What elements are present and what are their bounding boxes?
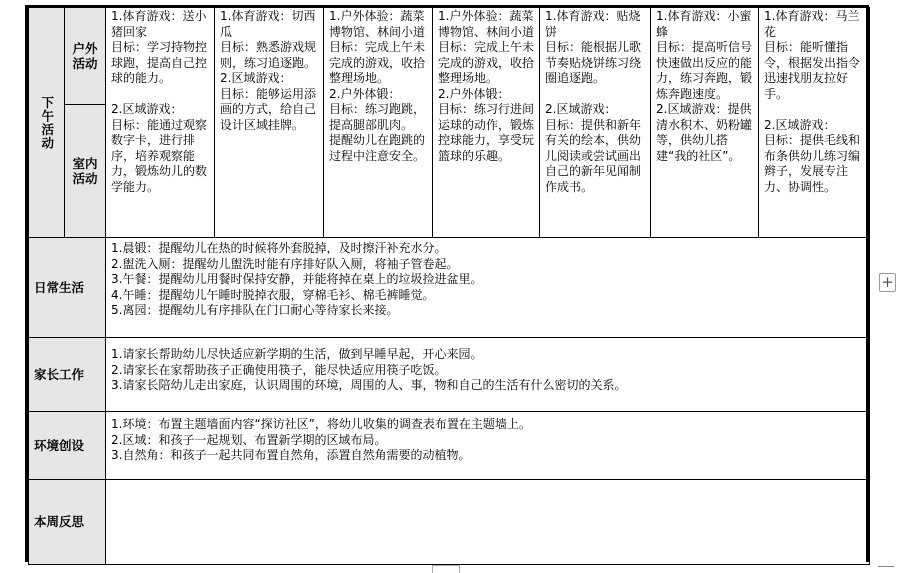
text-line: 2.区域游戏： xyxy=(764,117,836,132)
text-line: 目标：提供毛线和布条供幼儿练习编辫子，发展专注力、协调性。 xyxy=(764,133,861,194)
reflection-header xyxy=(29,480,106,565)
text-line: 5.离园：提醒幼儿有序排队在门口耐心等待家长来接。 xyxy=(111,303,399,317)
text-line: 目标：能够运用添画的方式，给自己设计区域挂牌。 xyxy=(220,86,317,132)
afternoon-day-cell xyxy=(324,8,433,238)
parent-work-content xyxy=(106,338,870,412)
text-line: 1.体育游戏：送小猪回家 xyxy=(111,9,207,39)
add-row-button[interactable] xyxy=(879,273,896,292)
text-line: 2.区域游戏： xyxy=(220,71,292,85)
text-line: 2.区域：和孩子一起规划、布置新学期的区域布局。 xyxy=(111,432,387,447)
environment-header xyxy=(29,412,106,480)
text-line: 2.请家长在家帮助孩子正确使用筷子，能尽快适应用筷子吃饭。 xyxy=(111,362,447,377)
text-line: 目标：能听懂指令，根据发出指令迅速找朋友拉好手。 xyxy=(764,40,861,101)
text-line: 3.自然角：和孩子一起共同布置自然角，添置自然角需要的动植物。 xyxy=(111,448,471,462)
daily-life-content xyxy=(106,238,870,338)
text-line: 1.户外体验：蔬菜博物馆、林间小道 xyxy=(329,9,426,39)
text-line: 目标：练习跑跳，提高腿部肌肉。 xyxy=(329,102,426,132)
afternoon-day-cell xyxy=(106,8,215,238)
text-line: 目标：提高听信号快速做出反应的能力，练习奔跑，锻炼奔跑速度。 xyxy=(656,40,753,101)
text-line: 1.晨锻：提醒幼儿在热的时候将外套脱掉，及时擦汗补充水分。 xyxy=(111,241,447,255)
afternoon-day-cell xyxy=(433,8,540,238)
parent-work-label: 家长工作 xyxy=(34,366,85,382)
text-line: 目标：学习持物控球跑，提高自己控球的能力。 xyxy=(111,40,208,85)
afternoon-day-cell xyxy=(540,8,651,238)
afternoon-day-cell xyxy=(651,8,759,238)
text-line: 2.盥洗入厕：提醒幼儿盥洗时能有序排好队入厕，将袖子管卷起。 xyxy=(111,256,459,271)
weekly-plan-table xyxy=(28,7,870,565)
text-line: 1.请家长帮助幼儿尽快适应新学期的生活，做到早睡早起，开心来园。 xyxy=(111,347,483,361)
text-line: 1.环境：布置主题墙面内容“探访社区”，将幼儿收集的调查表布置在主题墙上。 xyxy=(111,417,531,431)
text-line: 1.体育游戏：贴烧饼 xyxy=(545,9,641,39)
text-line xyxy=(111,87,210,103)
text-line: 2.户外体锻： xyxy=(329,86,401,101)
text-line: 目标：练习行进间运球的动作，锻炼控球能力，享受玩篮球的乐趣。 xyxy=(438,102,535,163)
daily-life-header xyxy=(29,238,106,338)
text-line: 目标：能根据儿歌节奏贴烧饼练习绕圈追逐跑。 xyxy=(545,40,642,85)
reflection-content[interactable] xyxy=(106,480,870,565)
text-line: 2.区域游戏： xyxy=(111,102,183,116)
text-line: 3.请家长陪幼儿走出家庭，认识周围的环境，周围的人、事，物和自己的生活有什么密切的关系。 xyxy=(111,378,627,392)
text-line: 1.体育游戏：马兰花 xyxy=(764,9,860,39)
text-line: 2.区域游戏：提供清水积木、奶粉罐等，供幼儿搭建“我的社区”。 xyxy=(656,102,753,163)
outdoor-activity-label: 户外活动 xyxy=(72,40,98,71)
afternoon-day-cell xyxy=(759,8,870,238)
text-line: 2.区域游戏： xyxy=(545,102,617,116)
parent-work-header xyxy=(29,338,106,412)
afternoon-day-cell xyxy=(215,8,324,238)
text-line: 1.体育游戏：切西瓜 xyxy=(220,9,316,39)
environment-label: 环境创设 xyxy=(34,437,85,453)
plus-icon: + xyxy=(881,273,894,291)
text-line: 4.午睡：提醒幼儿午睡时脱掉衣服，穿棉毛衫、棉毛裤睡觉。 xyxy=(111,287,435,302)
outdoor-activity-header xyxy=(65,8,106,105)
text-line: 1.体育游戏：小蜜蜂 xyxy=(656,9,752,39)
reflection-label: 本周反思 xyxy=(34,514,85,530)
text-line: 2.户外体锻： xyxy=(438,86,510,101)
resize-handle[interactable] xyxy=(878,566,894,572)
text-line: 目标：完成上午未完成的游戏，收拾整理场地。 xyxy=(329,40,426,85)
text-line: 提醒幼儿在跑跳的过程中注意安全。 xyxy=(329,133,426,163)
text-line: 目标：完成上午未完成的游戏，收拾整理场地。 xyxy=(438,40,535,85)
text-line: 目标：熟悉游戏规则，练习追逐跑。 xyxy=(220,40,317,70)
indoor-activity-label: 室内活动 xyxy=(72,155,98,186)
text-line xyxy=(545,87,646,103)
afternoon-activity-label: 下午活动 xyxy=(39,95,55,150)
text-line: 目标：能通过观察数字卡，进行排序，培养观察能力，锻炼幼儿的数学能力。 xyxy=(111,117,208,194)
environment-content xyxy=(106,412,870,480)
text-line: 3.午餐：提醒幼儿用餐时保持安静，并能将掉在桌上的垃圾捡进盆里。 xyxy=(111,272,483,286)
daily-life-label: 日常生活 xyxy=(34,279,85,295)
text-line xyxy=(764,102,865,118)
afternoon-activity-header xyxy=(29,8,65,238)
weekly-plan-document xyxy=(25,5,869,562)
text-line: 目标：提供和新年有关的绘本，供幼儿阅读或尝试画出自己的新年见闻制作成书。 xyxy=(545,117,642,194)
text-line: 1.户外体验：蔬菜博物馆、林间小道 xyxy=(438,9,535,39)
indoor-activity-header xyxy=(65,105,106,238)
